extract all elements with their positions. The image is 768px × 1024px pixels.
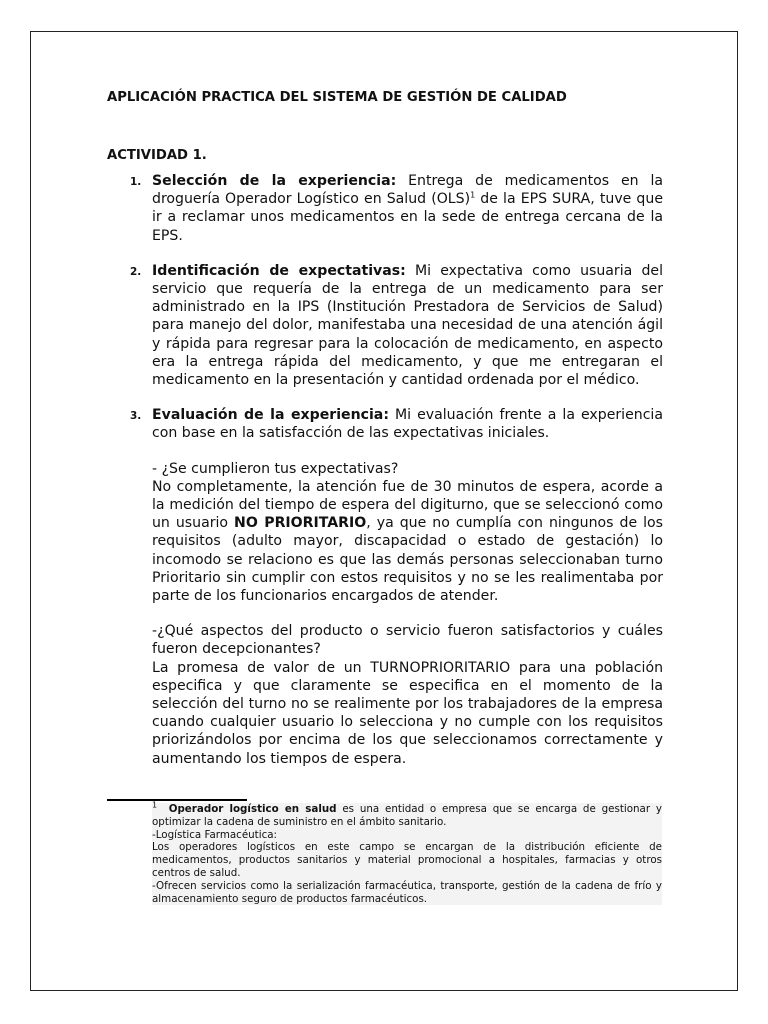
item-text-cont: de la EPS SURA, tuve que ir a reclamar unos medicamentos en la sede de entrega cercana de la EPS.: [152, 191, 663, 244]
footnote-term: Operador logístico en salud: [168, 803, 337, 815]
list-number: 2.: [130, 265, 142, 278]
answer-1-text: No completamente, la atención fue de 30 minutos de espera, acorde a la medición del tiempo de espera del digiturno, que se seleccionó como un usuario: [152, 478, 663, 532]
item-text: Mi expectativa como usuaria del servicio que requería de la entrega de un medicamento para ser administrado en la IPS (Institución Prestadora de Servicios de Salud) para manejo del dolor, manifestaba una necesidad de una atención ágil y rápida para regresar para la colocación de medicamento, en aspecto era la entrega rápida del medicamento, y que me entregaran el medicamento en la presentación y cantidad ordenada por el médico.: [152, 262, 664, 389]
activity-heading: ACTIVIDAD 1.: [107, 148, 207, 163]
numbered-list: [107, 172, 663, 768]
list-number: 1.: [130, 176, 142, 188]
footnote-definition: es una entidad o empresa que se encarga de gestionar y optimizar la cadena de suministro en el ámbito sanitario.: [152, 803, 662, 828]
footnote-line-2: -Logística Farmacéutica:: [152, 828, 278, 841]
answer-1-emphasis: NO PRIORITARIO: [234, 515, 367, 532]
question-block-1: [152, 460, 663, 606]
list-number: 3.: [130, 410, 142, 423]
item-text: Mi evaluación frente a la experiencia con base en la satisfacción de las expectativas iniciales.: [152, 407, 663, 442]
answer-1-text-cont: , ya que no cumplía con ningunos de los requisitos (adulto mayor, discapacidad o estado de gestación) lo incomodo se relaciono es que las demás personas seleccionaban turno Prioritario sin cumplir con estos requisitos y no se les realimentaba por parte de los funcionarios encargados de atender.: [152, 515, 663, 605]
footnote-separator: [107, 799, 247, 801]
footnote-marker: 1: [152, 800, 158, 810]
item-lead: Selección de la experiencia:: [152, 173, 397, 189]
document-title: APLICACIÓN PRACTICA DEL SISTEMA DE GESTIÓN DE CALIDAD: [107, 90, 567, 105]
footnote-line-1: [152, 800, 662, 829]
document-page: [30, 31, 738, 991]
item-lead: Identificación de expectativas:: [152, 262, 406, 279]
answer-2: La promesa de valor de un TURNOPRIORITARIO para una población especifica y que claramente se especifica en el momento de la selección del turno no se realimente por los trabajadores de la empresa cuando cualquier usuario lo selecciona y no cumple con los requisitos priorizándolos por encima de los que seleccionamos correctamente y aumentando los tiempos de espera.: [152, 659, 663, 767]
item-text: Entrega de medicamentos en la droguería Operador Logístico en Salud (OLS): [152, 173, 663, 208]
list-item-3: [107, 406, 663, 768]
question-2: -¿Qué aspectos del producto o servicio fueron satisfactorios y cuáles fueron decepcionantes?: [152, 623, 663, 658]
question-block-2: [152, 622, 663, 768]
answer-1: [152, 478, 663, 605]
page-content: [107, 90, 663, 785]
question-1: - ¿Se cumplieron tus expectativas?: [152, 460, 399, 477]
list-item-1: [107, 172, 663, 245]
footnote-ref: 1: [470, 190, 476, 200]
footnote-line-3: Los operadores logísticos en este campo se encargan de la distribución eficiente de medicamentos, productos sanitarios y material promocional a hospitales, farmacias y otros centros de salud.: [152, 841, 662, 879]
item-lead: Evaluación de la experiencia:: [152, 407, 389, 424]
footnote: [152, 800, 662, 905]
footnote-line-4: -Ofrecen servicios como la serialización farmacéutica, transporte, gestión de la cadena de frío y almacenamiento seguro de productos farmacéuticos.: [152, 879, 662, 905]
list-item-2: [107, 262, 663, 389]
